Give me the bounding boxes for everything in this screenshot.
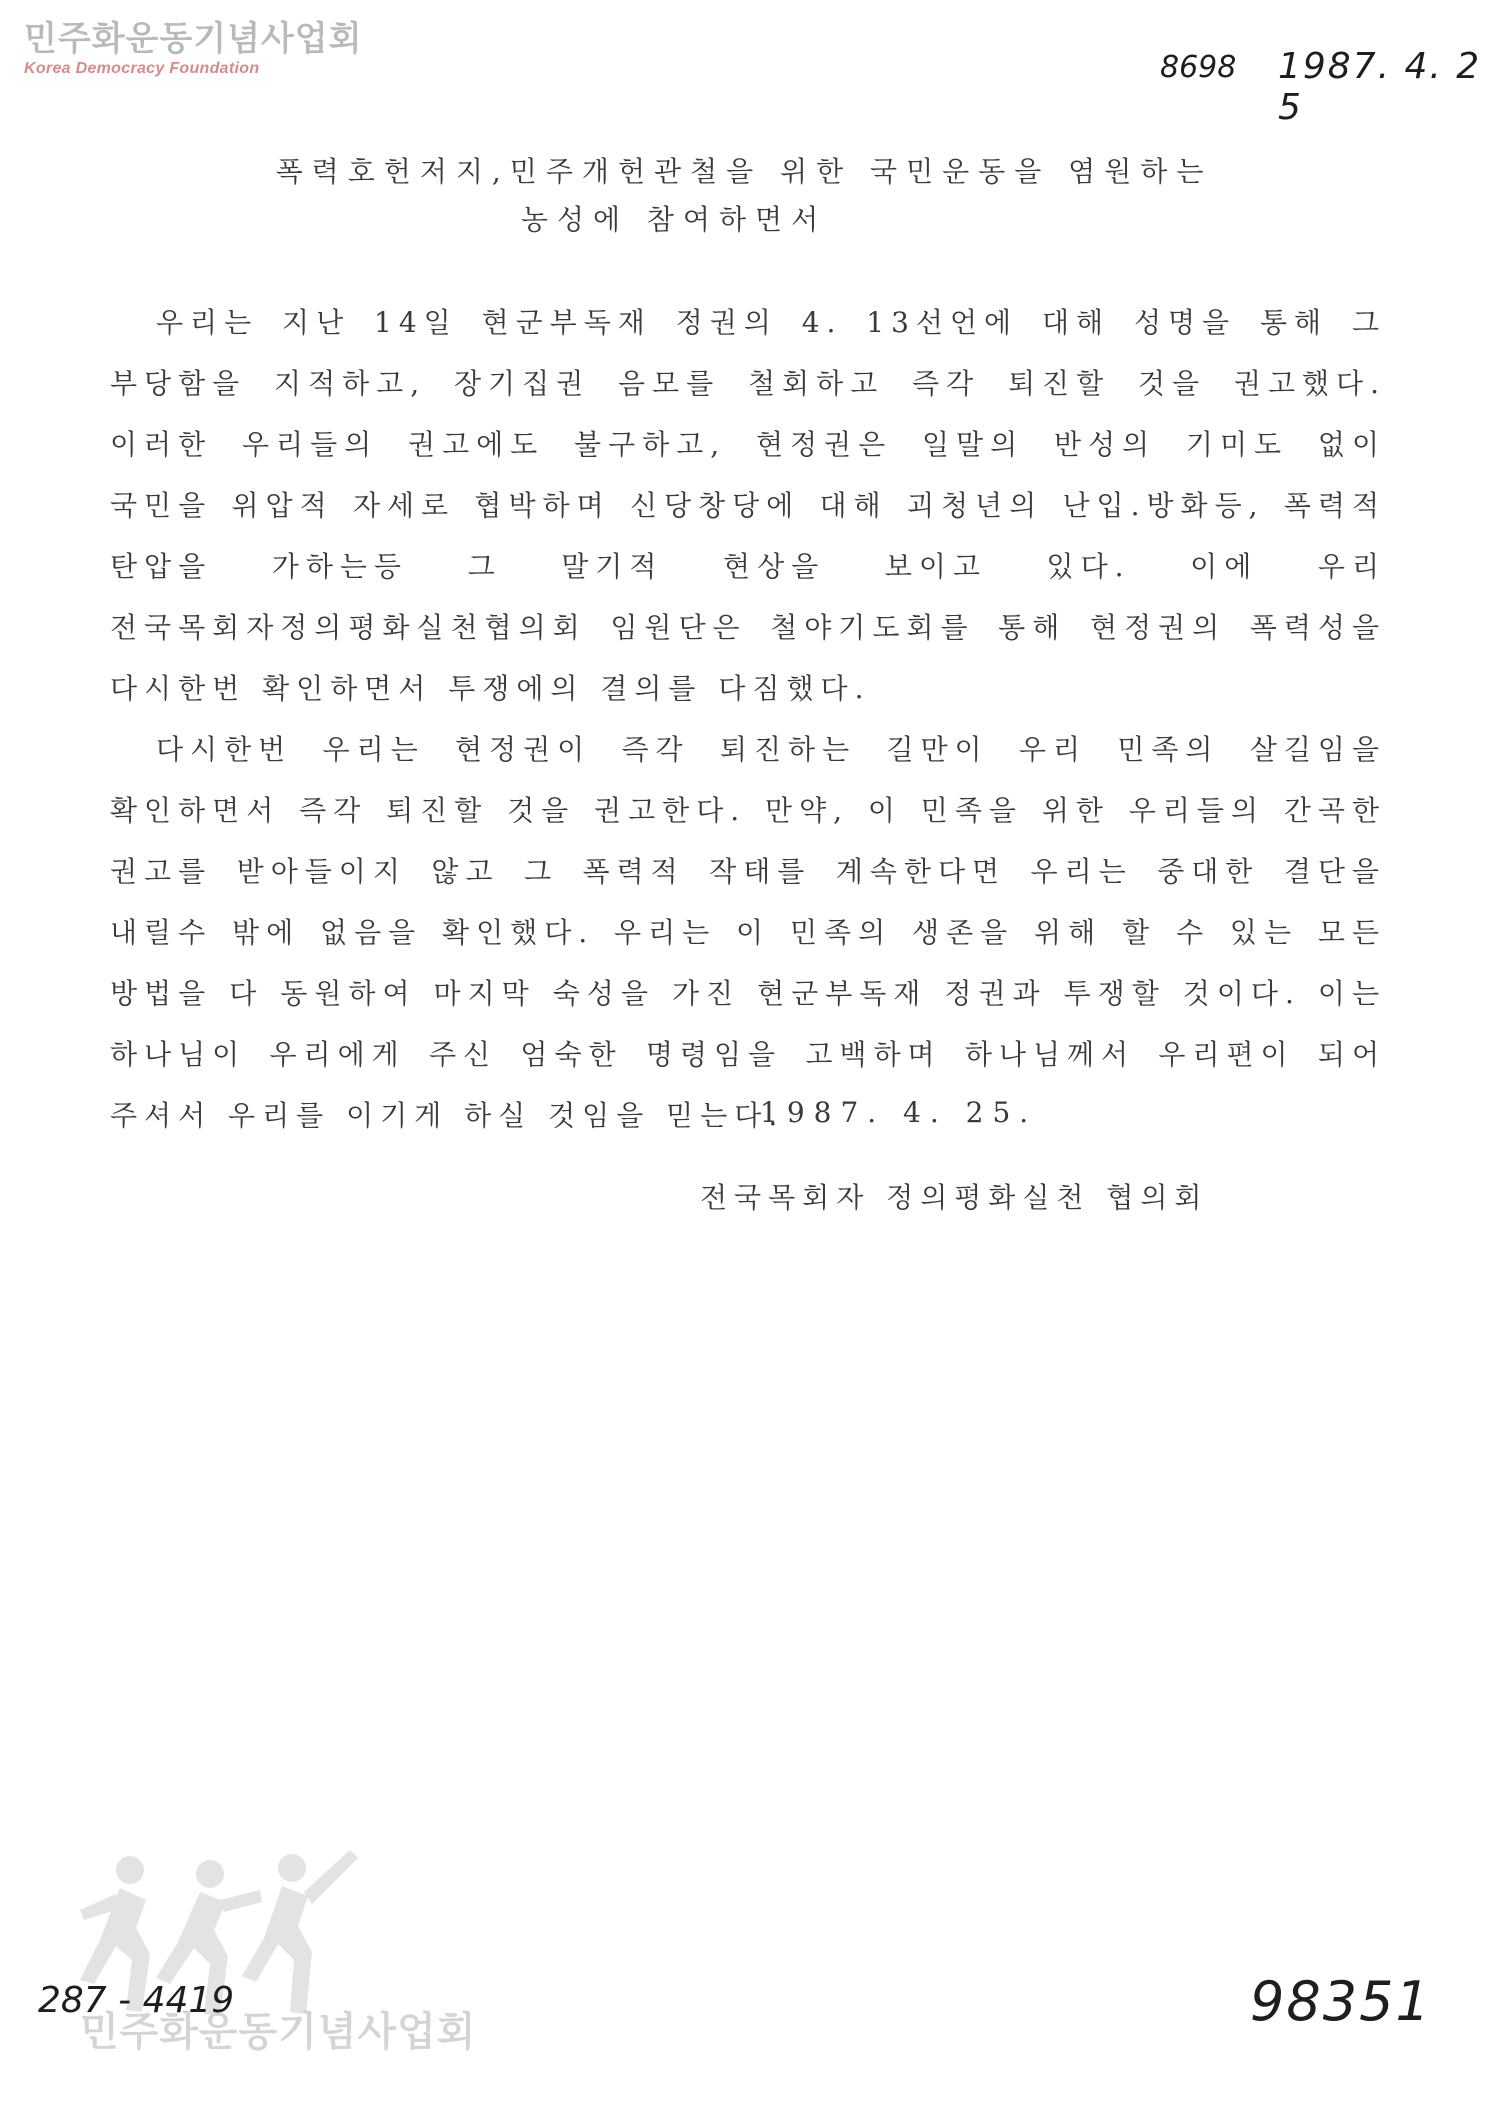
handwritten-archive-code-right: 98351 [1250, 1970, 1432, 2033]
foundation-logo [24, 19, 363, 78]
signature-organization: 전국목회자 정의평화실천 협의회 [700, 1181, 1209, 1214]
logo-korean-text: 민주화운동기념사업회 [24, 19, 363, 59]
handwritten-doc-number: 8698 [1160, 50, 1237, 85]
logo-english-text: Korea Democracy Foundation [24, 60, 260, 77]
document-title-line-2: 농성에 참여하면서 [520, 203, 828, 236]
handwritten-archive-code-left: 287 - 4419 [38, 1980, 235, 2021]
document-title-line-1: 폭력호헌저지,민주개헌관철을 위한 국민운동을 염원하는 [275, 155, 1213, 188]
body-paragraph-1: 우리는 지난 14일 현군부독재 정권의 4. 13선언에 대해 성명을 통해 그 부당함을 지적하고, 장기집권 음모를 철회하고 즉각 퇴진할 것을 권고했다. 이러한 우리들의 권고에도 불구하고, 현정권은 일말의 반성의 기미도 없이 국민을 위압적 자세로 협박하며 신당창당에 대해 괴청년의 난입.방화등, 폭력적 탄압을 가하는등 그 말기적 현상을 보이고 있다. 이에 우리 전국목회자정의평화실천협의회 임원단은 철야기도회를 통해 현정권의 폭력성을 다시한번 확인하면서 투쟁에의 결의를 다짐했다. [110, 306, 1386, 705]
body-paragraph-2: 다시한번 우리는 현정권이 즉각 퇴진하는 길만이 우리 민족의 살길임을 확인하면서 즉각 퇴진할 것을 권고한다. 만약, 이 민족을 위한 우리들의 간곡한 권고를 받아들이지 않고 그 폭력적 작태를 계속한다면 우리는 중대한 결단을 내릴수 밖에 없음을 확인했다. 우리는 이 민족의 생존을 위해 할 수 있는 모든 방법을 다 동원하여 마지막 숙성을 가진 현군부독재 정권과 투쟁할 것이다. 이는 하나님이 우리에게 주신 엄숙한 명령임을 고백하며 하나님께서 우리편이 되어 주셔서 우리를 이기게 하실 것임을 믿는다. [110, 733, 1386, 1132]
signature-date: 1987. 4. 25. [760, 1096, 1038, 1129]
watermark-logo-text: 민주화운동기념사업회 [80, 2009, 477, 2055]
handwritten-doc-date: 1987. 4. 2 5 [1278, 46, 1482, 128]
statement-body [110, 292, 1386, 1146]
